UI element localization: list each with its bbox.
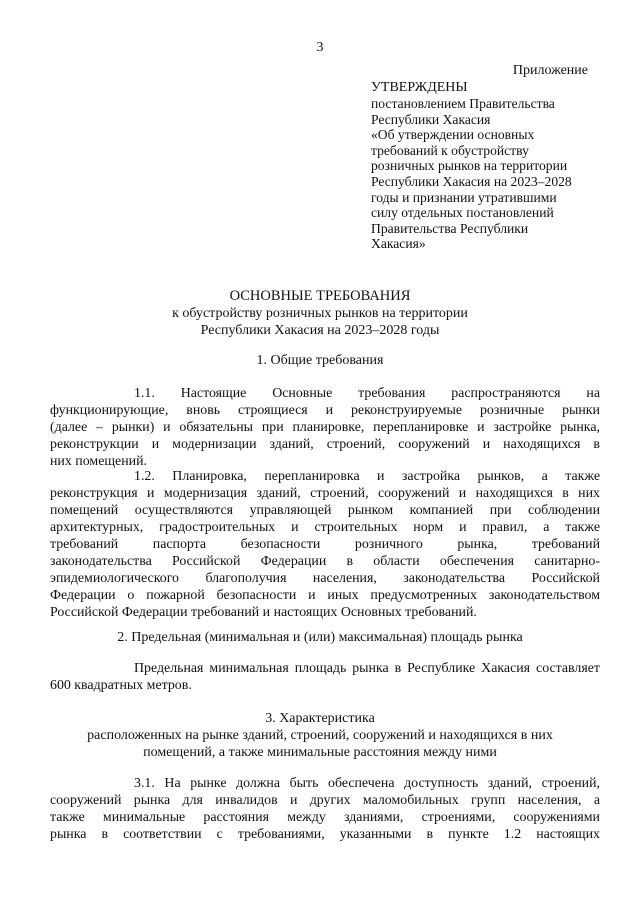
paragraph-1-1 [50,385,600,470]
section-heading: 3. Характеристика [265,711,375,726]
text-line: эпидемиологического благополучия населения, законодательства Российской [50,571,600,586]
approval-line: Правительства Республики [371,220,529,236]
approval-line: Республики Хакасия [371,111,491,127]
text-line: реконструкции и модернизации зданий, строений, сооружений и находящихся в [50,437,600,452]
section-heading: расположенных на рынке зданий, строений, сооружений и находящихся в них [87,728,553,743]
approval-line: годы и признании утратившими [371,189,557,205]
text-line: сооружений рынка для инвалидов и других маломобильных групп населения, а [50,793,600,808]
text-line: них помещений. [50,454,147,469]
section-heading: 2. Предельная (минимальная и (или) максимальная) площадь рынка [117,630,523,645]
text-line: также минимальные расстояния между зданиями, строениями, сооружениями [50,810,600,825]
appendix-label: Приложение [512,63,588,78]
paragraph-3-1 [50,775,600,843]
text-line: 1.1. Настоящие Основные требования распространяются на [134,386,600,401]
text-line: 1.2. Планировка, перепланировка и застройка рынков, а также [134,469,600,484]
approval-line: требований к обустройству [371,142,529,158]
text-line: реконструкция и модернизация зданий, строений, сооружений и находящихся в них [50,486,600,501]
text-line: законодательства Российской Федерации в области обеспечения санитарно- [50,554,600,569]
text-line: 600 квадратных метров. [50,678,192,693]
text-line: помещений осуществляются управляющей рынком компанией при соблюдении [50,503,600,518]
section-heading: помещений, а также минимальные расстояния между ними [143,745,497,760]
page-number: 3 [316,40,324,55]
title-main: ОСНОВНЫЕ ТРЕБОВАНИЯ [229,288,411,304]
text-line: требований паспорта безопасности розничного рынка, требований [50,537,600,552]
text-line: Российской Федерации требований и настоящих Основных требований. [50,605,477,620]
approved-label: УТВЕРЖДЕНЫ [371,80,468,95]
approval-line: розничных рынков на территории [371,158,568,174]
text-line: Предельная минимальная площадь рынка в Республике Хакасия составляет [134,661,600,676]
approval-line: силу отдельных постановлений [371,205,554,221]
title-sub: к обустройству розничных рынков на территории [172,306,468,321]
text-line: рынка в соответствии с требованиями, указанными в пункте 1.2 настоящих [50,827,600,842]
document-title [0,288,640,339]
approval-line: постановлением Правительства [371,96,555,111]
text-line: Федерации о пожарной безопасности и иных предусмотренных законодательством [50,588,600,603]
text-line: функционирующие, вновь строящиеся и реконструируемые розничные рынки [50,403,600,418]
text-line: 3.1. На рынке должна быть обеспечена доступность зданий, строений, [134,776,600,791]
approval-line: Республики Хакасия на 2023–2028 [371,173,572,189]
section-heading: 1. Общие требования [256,353,384,368]
text-line: архитектурных, градостроительных и строительных норм и правил, а также [50,520,600,535]
approval-line: «Об утверждении основных [371,127,535,143]
approval-line: Хакасия» [371,236,426,252]
title-sub: Республики Хакасия на 2023–2028 годы [200,323,440,338]
text-line: (далее – рынки) и обязательны при планировке, перепланировке и застройке рынка, [50,420,600,435]
approval-block [371,79,606,252]
paragraph-1-2 [50,468,600,621]
paragraph-2-1 [50,660,600,694]
